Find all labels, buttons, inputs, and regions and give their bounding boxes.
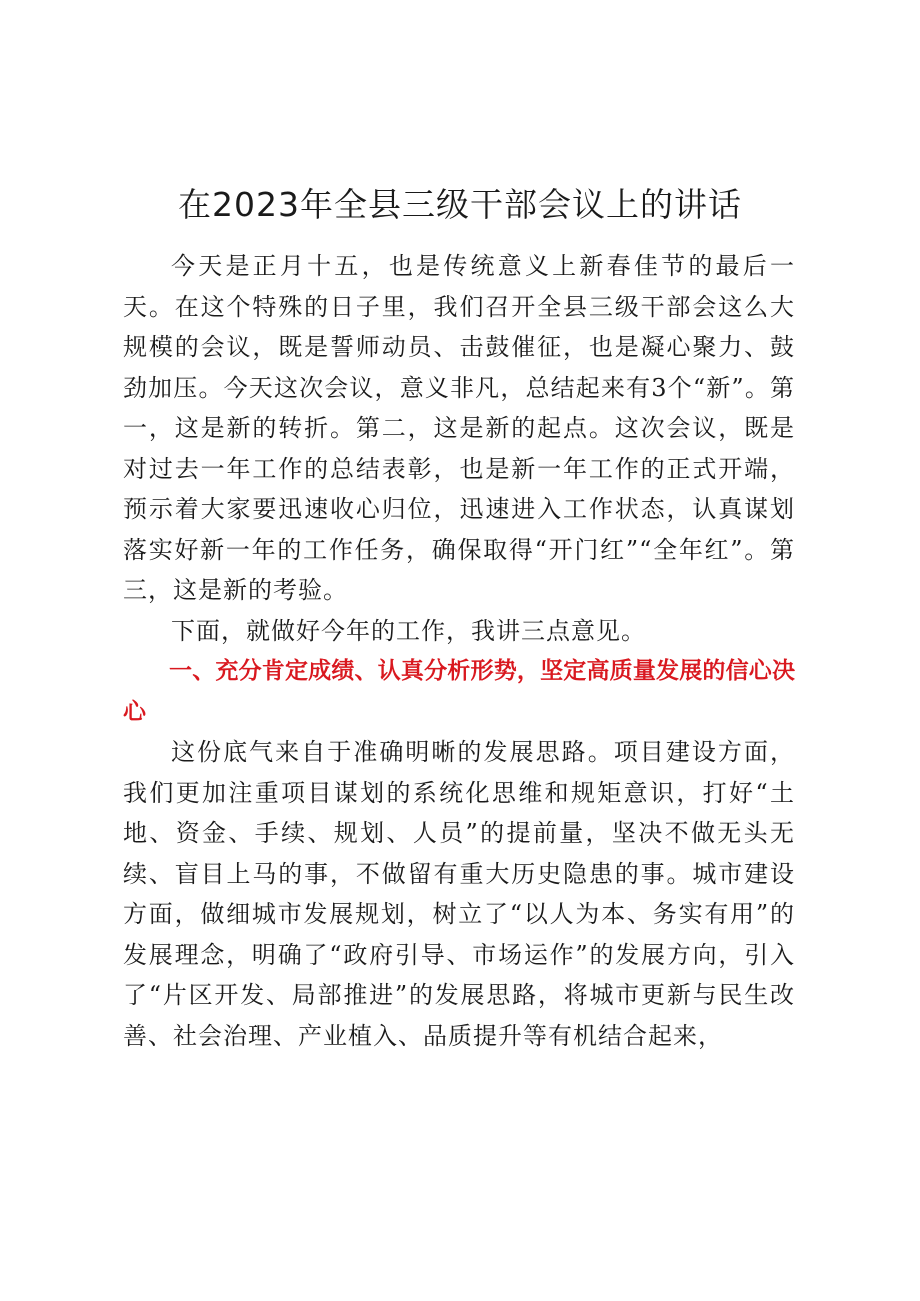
section-1-paragraph: 这份底气来自于准确明晰的发展思路。项目建设方面，我们更加注重项目谋划的系统化思维和规矩意识，打好“土地、资金、手续、规划、人员”的提前量，坚决不做无头无续、盲目上马的事，不做留有重大历史隐患的事。城市建设方面，做细城市发展规划，树立了“以人为本、务实有用”的发展理念，明确了“政府引导、市场运作”的发展方向，引入了“片区开发、局部推进”的发展思路，将城市更新与民生改善、社会治理、产业植入、品质提升等有机结合起来， xyxy=(123,738,795,1050)
section-1-heading: 一、充分肯定成绩、认真分析形势，坚定高质量发展的信心决心 xyxy=(123,658,795,725)
opinions-intro-paragraph: 下面，就做好今年的工作，我讲三点意见。 xyxy=(171,616,646,645)
document-body xyxy=(123,246,795,1056)
document-title: 在2023年全县三级干部会议上的讲话 xyxy=(178,185,742,224)
intro-paragraph: 今天是正月十五，也是传统意义上新春佳节的最后一天。在这个特殊的日子里，我们召开全县三级干部会这么大规模的会议，既是誓师动员、击鼓催征，也是凝心聚力、鼓劲加压。今天这次会议，意义非凡，总结起来有3个“新”。第一，这是新的转折。第二，这是新的起点。这次会议，既是对过去一年工作的总结表彰，也是新一年工作的正式开端，预示着大家要迅速收心归位，迅速进入工作状态，认真谋划落实好新一年的工作任务，确保取得“开门红”“全年红”。第三，这是新的考验。 xyxy=(123,252,795,604)
